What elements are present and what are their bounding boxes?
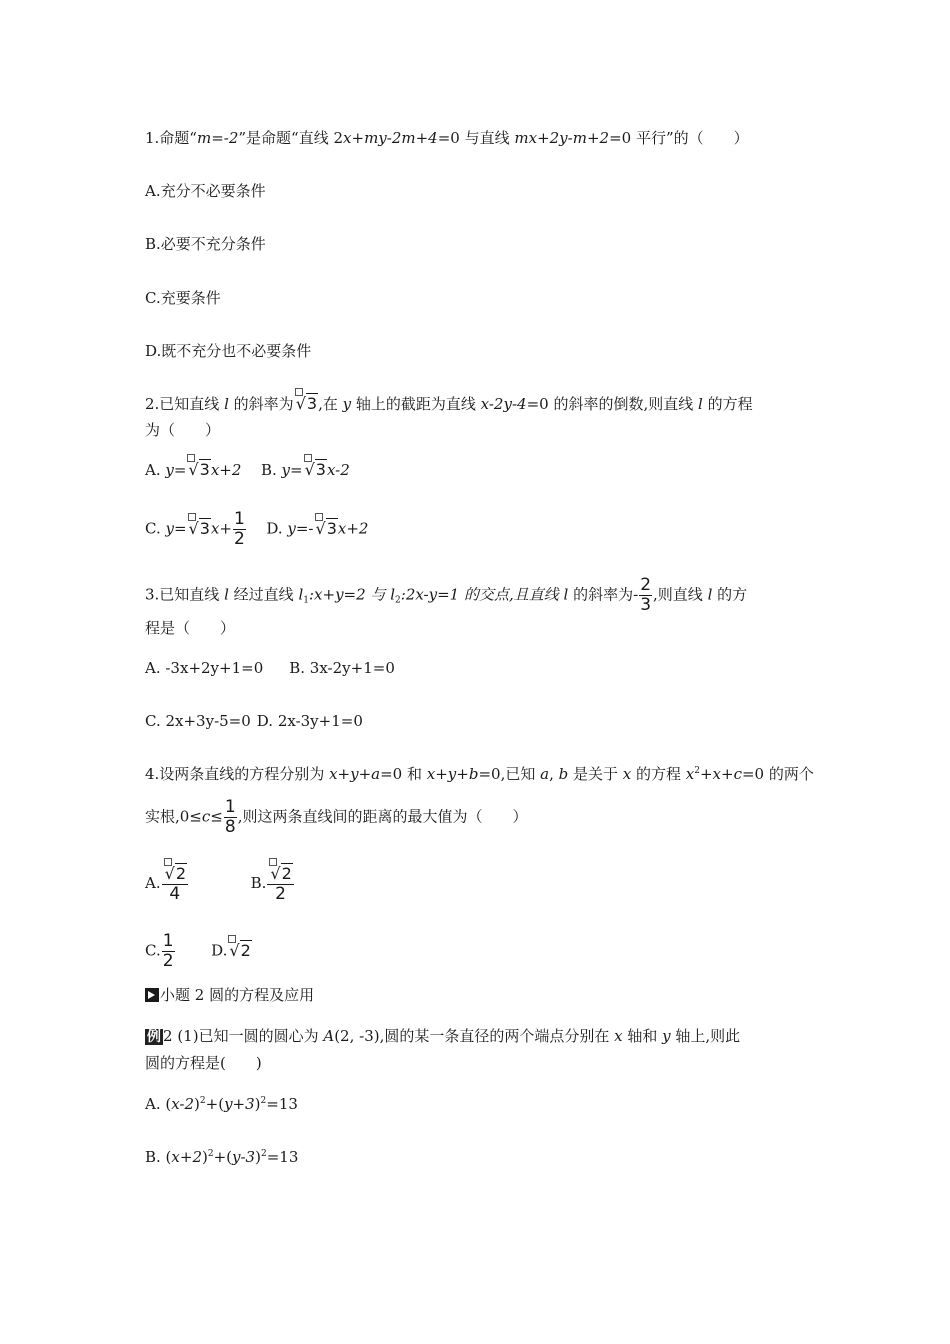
question-3-stem-cont: 程是（ ）	[145, 619, 236, 637]
sqrt-3: √3	[294, 394, 318, 414]
ex2-option-a: A. $(x-2)^2+(y+3)^2=13$	[145, 1095, 298, 1113]
q1-option-c: C.充要条件	[145, 289, 221, 307]
fraction-sqrt2-over-4: $\frac{√2}{4}$	[162, 864, 188, 904]
fraction-sqrt2-over-2: $\frac{√2}{2}$	[267, 864, 293, 904]
question-4-stem-cont: 实根,0≤c≤ $\frac{1}{8}$ ,则这两条直线间的距离的最大值为（ ）	[145, 797, 528, 837]
q2-options-cd: C. y= √3x+ $\frac{1}{2}$ D. y=- √3x+2	[145, 509, 369, 549]
example-2-stem-cont: 圆的方程是( )	[145, 1054, 262, 1072]
example-2-stem: 例 2 (1)已知一圆的圆心为 A(2, -3),圆的某一条直径的两个端点分别在 x 轴和 y 轴上,则此	[147, 1027, 741, 1045]
section-arrow-icon	[145, 988, 159, 1002]
question-2-stem: 2.已知直线 l 的斜率为 √3,在 y 轴上的截距为直线 x-2y-4=0 的斜率的倒数,则直线 l 的方程	[145, 394, 753, 414]
question-3-stem: 3.已知直线 l 经过直线 $l_1:x+y=2$ 与 $l_2:2x-y=1$ 的交点,且直线 l 的斜率为- $\frac{2}{3}$ ,则直线 l 的方	[145, 575, 748, 615]
q4-options-ab: A. $\frac{√2}{4}$ B. $\frac{√2}{2}$	[145, 864, 295, 904]
question-1-stem: 1.命题“m=-2”是命题“直线 2x+my-2m+4=0 与直线 mx+2y-m+2=0 平行”的（ ）	[145, 129, 749, 147]
question-4-stem: 4.设两条直线的方程分别为 x+y+a=0 和 x+y+b=0,已知 a, b 是关于 x 的方程 $x^2+x+c=0$ 的两个	[145, 765, 814, 783]
q3-options-cd: C. 2x+3y-5=0 D. 2x-3y+1=0	[145, 712, 363, 730]
q4-options-cd: C. $\frac{1}{2}$ D. √2	[145, 931, 251, 971]
section-heading: 小题 2 圆的方程及应用	[145, 985, 314, 1005]
question-2-stem-cont: 为（ ）	[145, 421, 221, 439]
q3-options-ab: A. -3x+2y+1=0 B. 3x-2y+1=0	[145, 659, 395, 677]
q2-options-ab: A. y= √3x+2 B. y= √3x-2	[145, 460, 350, 480]
example-badge: 例	[147, 1029, 161, 1045]
ex2-option-b: B. $(x+2)^2+(y-3)^2=13$	[145, 1148, 299, 1166]
fraction-half: $\frac{1}{2}$	[162, 931, 174, 971]
q1-option-b: B.必要不充分条件	[145, 235, 266, 253]
q1-option-a: A.充分不必要条件	[145, 182, 266, 200]
fraction-two-thirds: $\frac{2}{3}$	[640, 575, 652, 615]
fraction-one-eighth: $\frac{1}{8}$	[224, 797, 236, 837]
q1-option-d: D.既不充分也不必要条件	[145, 342, 312, 360]
fraction-half: $\frac{1}{2}$	[233, 509, 245, 549]
